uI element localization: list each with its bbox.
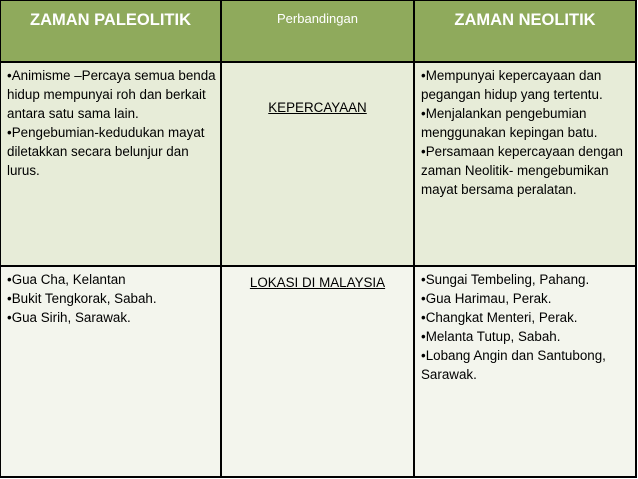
row-kepercayaan-neolitik <box>415 63 637 267</box>
category-label: LOKASI DI MALAYSIA <box>249 275 386 290</box>
row-lokasi-label <box>222 267 415 478</box>
list-item: •Persamaan kepercayaan dengan zaman Neolitik- mengebumikan mayat bersama peralatan. <box>421 144 623 197</box>
list-item: •Changkat Menteri, Perak. <box>421 310 578 325</box>
list-item: •Melanta Tutup, Sabah. <box>421 329 561 344</box>
header-neolitik <box>415 1 637 63</box>
list-item: •Pengebumian-kedudukan mayat diletakkan secara belunjur dan lurus. <box>7 125 205 178</box>
row-kepercayaan-paleolitik <box>1 63 222 267</box>
header-neolitik-label: ZAMAN NEOLITIK <box>454 11 596 29</box>
row-kepercayaan-label <box>222 63 415 267</box>
header-perbandingan <box>222 1 415 63</box>
header-paleolitik <box>1 1 222 63</box>
row-lokasi-paleolitik <box>1 267 222 478</box>
list-item: •Bukit Tengkorak, Sabah. <box>7 291 157 306</box>
list-item: •Mempunyai kepercayaan dan pegangan hidup yang tertentu. <box>421 68 603 102</box>
list-item: •Lobang Angin dan Santubong, Sarawak. <box>421 348 606 382</box>
list-item: •Sungai Tembeling, Pahang. <box>421 272 590 287</box>
list-item: •Menjalankan pengebumian menggunakan kepingan batu. <box>421 106 598 140</box>
list-item: •Gua Harimau, Perak. <box>421 291 552 306</box>
category-label: KEPERCAYAAN <box>268 100 367 115</box>
header-paleolitik-label: ZAMAN PALEOLITIK <box>29 11 191 29</box>
row-lokasi-neolitik <box>415 267 637 478</box>
list-item: •Gua Cha, Kelantan <box>7 272 126 287</box>
header-perbandingan-label: Perbandingan <box>277 11 358 26</box>
list-item: •Animisme –Percaya semua benda hidup mempunyai roh dan berkait antara satu sama lain. <box>7 68 216 121</box>
list-item: •Gua Sirih, Sarawak. <box>7 310 131 325</box>
